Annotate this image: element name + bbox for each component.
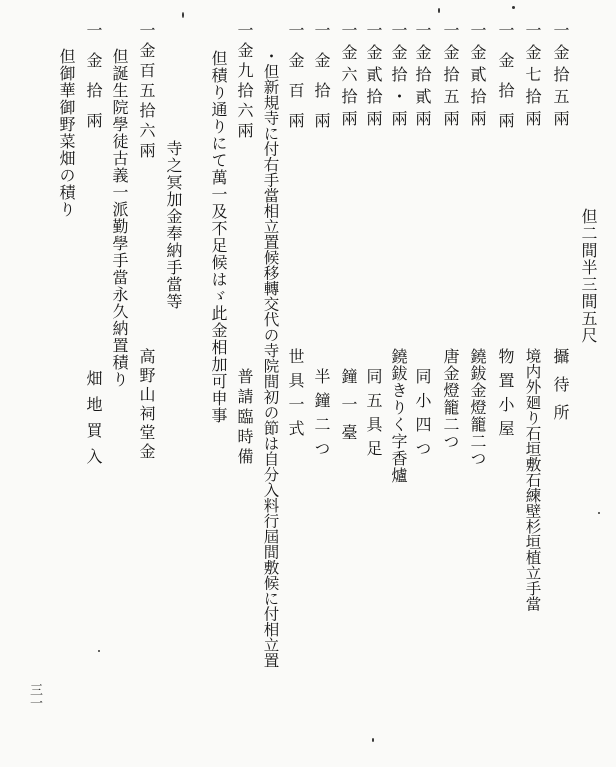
text-column-16: 一金百五拾六兩: [137, 22, 156, 162]
lower-label-7: 鐃鈸きりく字香爐: [389, 348, 408, 484]
text-column-13: 一金九拾六兩: [235, 22, 254, 142]
lower-label-8: 同五具足: [364, 368, 383, 464]
lower-label-5: 唐金燈籠二つ: [441, 348, 460, 450]
text-column-11: 一金百兩: [286, 22, 305, 142]
text-column-2: 一金七拾兩: [523, 22, 542, 132]
lower-label-11: 世具一式: [286, 348, 305, 444]
lower-label-1: 攝待所: [551, 348, 570, 432]
lower-label-9: 鐘一臺: [339, 368, 358, 452]
text-column-10: 一金拾兩: [312, 22, 331, 142]
lower-label-6: 同小四つ: [413, 368, 432, 464]
header-note: 但二間半三間五尺: [579, 208, 598, 344]
text-column-4: 一金貳拾兩: [468, 22, 487, 132]
text-column-9: 一金六拾兩: [339, 22, 358, 132]
scan-speck: [512, 6, 515, 9]
scan-speck: [98, 650, 100, 652]
text-column-3: 一金拾兩: [496, 22, 515, 142]
lower-label-10: 半鐘二つ: [312, 368, 331, 464]
scan-speck: [598, 512, 600, 514]
lower-label-3: 物置小屋: [496, 348, 515, 444]
text-column-5: 一金拾五兩: [441, 22, 460, 132]
lower-label-12: 普請臨時備: [235, 368, 254, 468]
lower-label-2: 境内外廻り石垣敷石練壁杉垣植立手當: [523, 348, 542, 612]
text-column-1: 一金拾五兩: [551, 22, 570, 132]
scan-speck: [372, 738, 374, 742]
lower-label-14: 畑地買入: [84, 370, 103, 474]
scan-speck: [438, 8, 440, 13]
page-number: 三一: [27, 683, 42, 709]
text-column-17: 但誕生院學徒古義一派勤學手當永久納置積り: [110, 48, 129, 388]
text-column-14: 但積り通りにて萬一及不足候はゞ此金相加可申事: [209, 50, 228, 424]
text-column-15: 寺之冥加金奉納手當等: [164, 140, 183, 310]
text-column-19: 但御華御野菜畑の積り: [57, 48, 76, 218]
text-column-6: 一金拾貳兩: [413, 22, 432, 132]
text-column-12: ・但新規寺に付右手當相立置候移轉交代の寺院間初の節は自分入料行屆間敷候に付相立置: [261, 48, 280, 668]
lower-label-4: 鐃鈸金燈籠二つ: [468, 348, 487, 467]
text-column-7: 一金拾・兩: [389, 22, 408, 132]
text-column-8: 一金貳拾兩: [364, 22, 383, 132]
scan-speck: [182, 12, 184, 18]
text-column-18: 一金拾兩: [84, 22, 103, 142]
lower-label-13: 高野山祠堂金: [137, 348, 156, 462]
